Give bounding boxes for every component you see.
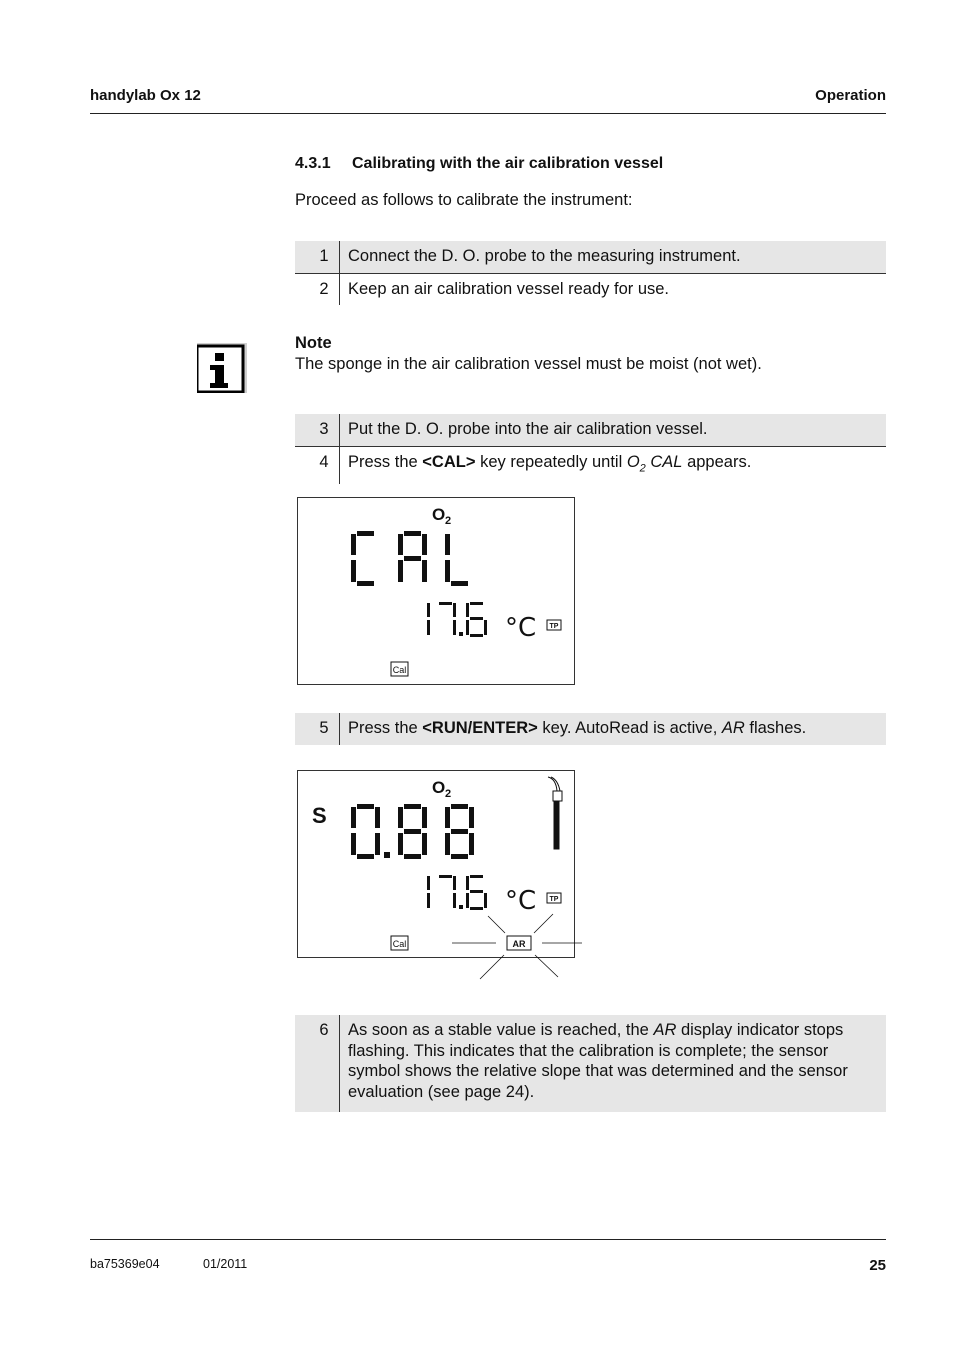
header-right: Operation [815, 87, 886, 104]
celsius-unit: °C [505, 613, 537, 643]
step-number: 6 [319, 1021, 329, 1039]
tp-indicator: TP [549, 896, 559, 903]
step-row [295, 713, 886, 745]
celsius-unit: °C [505, 886, 537, 916]
note-title: Note [295, 334, 332, 352]
step-text: Keep an air calibration vessel ready for use. [340, 273, 887, 305]
step-row [295, 414, 886, 446]
step-number: 5 [319, 719, 329, 737]
step-text: Press the <CAL> key repeatedly until $O_2$ CAL appears. [340, 446, 887, 484]
ar-indicator: AR [512, 939, 526, 949]
section-number: 4.3.1 [295, 155, 331, 172]
lcd-main-readout [351, 531, 468, 586]
o2-subscript: 2 [445, 515, 452, 527]
page-number: 25 [869, 1257, 886, 1274]
key-label: <CAL> [422, 452, 476, 471]
lcd-main-readout [351, 804, 474, 859]
footer-doc-id: ba75369e04 [90, 1257, 160, 1271]
lcd-temp-readout [427, 602, 487, 637]
key-label: <RUN/ENTER> [422, 719, 538, 737]
note-text: The sponge in the air calibration vessel must be moist (not wet). [295, 355, 762, 373]
info-icon [197, 343, 247, 393]
o2-label: O [432, 778, 446, 797]
lcd-display-cal [297, 497, 575, 685]
footer-date: 01/2011 [203, 1257, 248, 1271]
steps-table-2 [295, 414, 886, 484]
o2-subscript: 2 [445, 788, 452, 800]
step-row [295, 241, 886, 273]
step-number: 2 [319, 279, 329, 298]
header-rule [90, 113, 886, 114]
sensor-symbol [548, 777, 562, 849]
section-title: Calibrating with the air calibration vessel [352, 155, 664, 172]
step-number: 1 [319, 247, 329, 265]
lcd-graphic [298, 771, 598, 986]
lcd-temp-readout [427, 875, 487, 910]
steps-table-3 [295, 713, 886, 745]
step-text: As soon as a stable value is reached, the AR display indicator stops flashing. This indicates that the calibration is complete; the sensor symbol shows the relative slope that was determined and the sensor evaluation (see page 24). [340, 1015, 887, 1112]
cal-indicator: Cal [392, 939, 407, 949]
tp-indicator: TP [549, 623, 559, 630]
lcd-display-reading [297, 770, 575, 958]
section-heading [295, 155, 663, 173]
footer-rule [90, 1239, 886, 1240]
step-number: 3 [319, 420, 329, 438]
step-text: Press the <RUN/ENTER> key. AutoRead is active, AR flashes. [340, 713, 887, 745]
lcd-graphic [298, 498, 576, 686]
intro-text: Proceed as follows to calibrate the instrument: [295, 191, 633, 209]
o2-label: O [432, 505, 446, 524]
s-indicator: S [312, 803, 327, 828]
step-number: 4 [319, 452, 329, 471]
step-text: Connect the D. O. probe to the measuring instrument. [340, 241, 887, 273]
step-row [295, 1015, 886, 1112]
header-left: handylab Ox 12 [90, 87, 201, 104]
cal-indicator: Cal [392, 665, 407, 675]
step-text: Put the D. O. probe into the air calibration vessel. [340, 414, 887, 446]
steps-table-4 [295, 1015, 886, 1112]
step-row [295, 273, 886, 305]
steps-table-1 [295, 241, 886, 305]
step-row [295, 446, 886, 484]
